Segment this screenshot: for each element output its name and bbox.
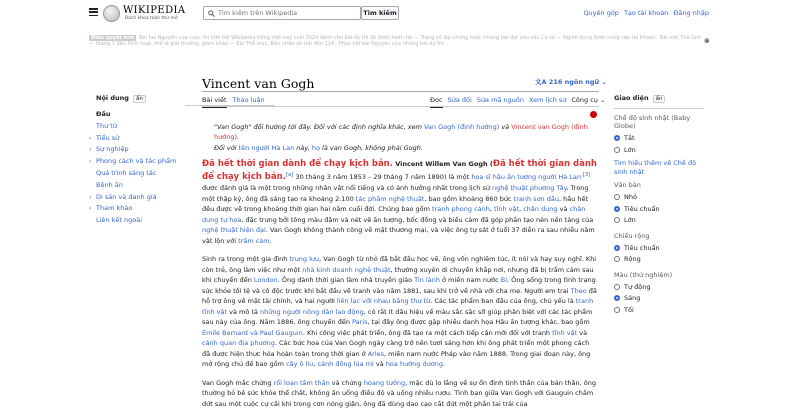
link[interactable]: Paris bbox=[352, 318, 368, 327]
link[interactable]: Theo bbox=[570, 286, 587, 295]
link[interactable]: những người nông dân lao động bbox=[259, 307, 364, 316]
close-icon[interactable]: ⊗ bbox=[704, 37, 710, 45]
link[interactable]: và bbox=[247, 328, 260, 337]
link[interactable]: chân dung tự họa bbox=[202, 205, 586, 224]
search-box[interactable] bbox=[203, 6, 361, 20]
language-button[interactable] bbox=[535, 77, 607, 86]
toc-item-label: Quá trình sáng tác bbox=[96, 168, 157, 177]
link[interactable]: cây ô liu bbox=[286, 360, 314, 369]
donate-link[interactable]: Quyên góp bbox=[583, 9, 619, 17]
toc-item-label: Thư từ bbox=[96, 121, 117, 130]
paragraph: Sinh ra trong một gia đình trung lưu, Van Gogh từ nhỏ đã bắt đầu học vẽ, ông vốn nghiêm túc, ít nói và hay suy nghĩ. Khi còn trẻ, ông làm việc như một nhà kinh doanh nghệ thuật, thường xuyên di chuyển khắp nơi, nhưng đã bị trầm cảm sau khi chuyển đến London. Ông dành thời gian làm nhà truyền giáo Tin lành ở miền nam nước Bỉ. Ông sống trong tình trạng sức khỏe tồi tệ và cô độc trước khi bắt đầu vẽ tranh vào năm 1881, sau khi trở về nhà với cha mẹ. Người em trai Theo đã hỗ trợ ông về mặt tài chính, và hai người liên lạc với nhau bằng thư từ. Các tác phẩm ban đầu của ông, chủ yếu là tranh tĩnh vật và mô tả những người nông dân lao động, có rất ít dấu hiệu về màu sắc sặc sỡ giúp phân biệt với các tác phẩm sau này của ông. Năm 1886, ông chuyển đến Paris, tại đây ông được gặp nhiều danh họa Hậu ấn tượng khác, bao gồm Émile Bernard và Paul Gauguin. Khi công việc phát triển, ông đã tạo ra một cách tiếp cận mới đối với tranh tĩnh vật và cảnh quan địa phương. Các bức họa của Van Gogh ngày càng trở nên tươi sáng hơn khi ông phát triển một phong cách đã được hiện thực hóa hoàn toàn trong thời gian ở Arles, miền nam nước Pháp vào năm 1888. Trong giai đoạn này, ông mở rộng chủ đề bao gồm cây ô liu, cánh đồng lúa mì và hoa hướng dương. bbox=[202, 255, 597, 369]
appearance-heading: Giao diện bbox=[614, 94, 649, 102]
skin-option-off[interactable]: Tắt bbox=[614, 133, 704, 145]
toc-item[interactable] bbox=[89, 168, 187, 180]
link[interactable]: tranh phong cảnh bbox=[432, 205, 490, 214]
color-option[interactable]: Tối bbox=[614, 305, 704, 317]
appearance-panel bbox=[614, 94, 704, 316]
link[interactable]: Paul Gauguin bbox=[259, 328, 303, 337]
toc-item-label: Tham khảo bbox=[96, 204, 133, 213]
width-label: Chiều rộng bbox=[614, 231, 650, 240]
featured-article-icon bbox=[590, 111, 597, 118]
site-notice-banner bbox=[89, 35, 701, 53]
ref[interactable]: ,[3] bbox=[581, 172, 591, 178]
ref[interactable]: [a] bbox=[285, 172, 294, 178]
hatnote-redlink[interactable]: Vincent van Gogh (định hướng) bbox=[214, 123, 588, 141]
user-links bbox=[578, 9, 709, 17]
link[interactable]: cảnh quan địa phương bbox=[202, 339, 275, 348]
tools-label: Công cụ bbox=[571, 96, 598, 104]
tab-edit[interactable]: Sửa đổi bbox=[447, 96, 472, 104]
toc-item-label: Đầu bbox=[96, 110, 111, 118]
toc-item[interactable] bbox=[89, 133, 187, 145]
search-icon bbox=[208, 10, 215, 17]
toc-item-label: Bệnh ấn bbox=[96, 180, 123, 189]
script-error: Đã hết thời gian dành để chạy kịch bản. bbox=[202, 159, 597, 183]
create-account-link[interactable]: Tạo tài khoản bbox=[623, 9, 669, 17]
link[interactable]: họa sĩ hậu ấn tượng người Hà Lan bbox=[471, 173, 582, 182]
hatnote-link[interactable]: họ bbox=[311, 144, 320, 152]
logo-tagline: Bách khoa toàn thư mở bbox=[125, 16, 178, 21]
chevron-down-icon: ⌄ bbox=[600, 96, 606, 104]
table-of-contents bbox=[89, 94, 187, 227]
header bbox=[0, 0, 800, 28]
skin-option-on[interactable]: Lớn bbox=[614, 145, 704, 157]
toc-heading: Nội dung bbox=[96, 94, 129, 102]
width-option[interactable]: Rộng bbox=[614, 254, 704, 266]
toc-item[interactable] bbox=[89, 192, 187, 204]
appearance-hide-button[interactable]: ẩn bbox=[653, 95, 666, 103]
width-option[interactable]: Tiêu chuẩn bbox=[614, 243, 704, 255]
link[interactable]: tranh tĩnh vật bbox=[202, 297, 594, 316]
toc-item-label: Di sản và danh giá bbox=[96, 192, 157, 201]
hatnote: Đối với tên người Hà Lan này, họ là van Gogh, không phải Gogh. bbox=[214, 144, 423, 152]
chevron-right-icon[interactable]: › bbox=[89, 193, 92, 201]
chevron-down-icon: ⌄ bbox=[601, 78, 607, 86]
page-title: Vincent van Gogh bbox=[202, 76, 315, 91]
link[interactable]: rối loạn tâm thần bbox=[273, 378, 330, 387]
toc-item-label: Phong cách và tác phẩm bbox=[96, 157, 177, 166]
link[interactable]: tranh sơn dầu bbox=[513, 194, 559, 203]
toc-item[interactable] bbox=[89, 156, 187, 168]
search-button[interactable]: Tìm kiếm bbox=[361, 6, 399, 20]
tab-history[interactable]: Xem lịch sử bbox=[528, 96, 567, 104]
link[interactable]: Émile Bernard bbox=[202, 328, 248, 337]
color-option[interactable]: Tự động bbox=[614, 282, 704, 294]
skin-label: Chế độ sinh nhật (Baby Globe) bbox=[614, 114, 691, 130]
paragraph: Van Gogh mắc chứng rối loạn tâm thần và chứng hoang tưởng, mặc dù lo lắng về sự ổn định tinh thần của bản thân, ông thường bỏ bê sức khỏe thể chất, không ăn uống điều độ và uống nhiều rượu. Tình bạn giữa Van Gogh với Gauguin chấm dứt sau một cuộc cự cãi khi trong cơn nóng giận, ông đã dùng dao cạo cắt đứt một phần tai trái của bbox=[202, 378, 597, 408]
banner-badge: Điều quyết non bbox=[91, 35, 135, 41]
link[interactable]: liên lạc với nhau bằng thư từ bbox=[336, 297, 431, 306]
text-size-label: Văn bản bbox=[614, 181, 641, 189]
link[interactable]: trung lưu bbox=[289, 255, 320, 264]
chevron-right-icon[interactable]: › bbox=[89, 146, 92, 154]
toc-item[interactable] bbox=[89, 121, 187, 133]
text-size-option[interactable]: Lớn bbox=[614, 215, 704, 227]
link[interactable]: nghệ thuật phương Tây bbox=[492, 184, 567, 193]
language-count: 216 ngôn ngữ bbox=[548, 78, 600, 86]
login-link[interactable]: Đăng nhập bbox=[673, 9, 709, 17]
link[interactable]: nhà kinh doanh nghệ thuật bbox=[302, 265, 391, 274]
color-label: Màu (thử nghiệm) bbox=[614, 270, 673, 279]
link[interactable]: hoa hướng dương bbox=[385, 360, 443, 369]
chevron-right-icon[interactable]: › bbox=[89, 205, 92, 213]
intro-paragraph: Đã hết thời gian dành để chạy kịch bản. Vincent Willem Van Gogh (Đã hết thời gian dành để chạy kịch bản.[a] 30 tháng 3 năm 1853 – 29 tháng 7 năm 1890) là một họa sĩ hậu ấn tượng người Hà Lan$^{,[3]}$ được đánh giá là một trong những nhân vật nổi tiếng và có ảnh hưởng nhất trong lịch sử nghệ thuật phương Tây. Trong một thập kỷ, ông đã sáng tạo ra khoảng 2.100 tác phẩm nghệ thuật, bao gồm khoảng 860 bức tranh sơn dầu, hầu hết đều được vẽ trong khoảng thời gian hai năm cuối đời. Chúng bao gồm tranh phong cảnh, tĩnh vật, chân dung và chân dung tự họa, đặc trưng bởi tông màu đậm và nét vẽ ấn tượng, bốc đồng và biểu cảm đã góp phần tạo nên nền tảng của nghệ thuật hiện đại. Van Gogh không thành công về mặt thương mại, và việc ông tự sát ở tuổi 37 diễn ra sau nhiều năm vật lộn với trầm cảm. bbox=[202, 159, 597, 245]
translate-icon: 文A bbox=[535, 78, 547, 86]
hatnote-link[interactable]: tên người Hà Lan bbox=[238, 144, 295, 152]
link[interactable]: hoang tưởng bbox=[363, 378, 406, 387]
wikipedia-globe-logo[interactable] bbox=[103, 5, 120, 22]
logo-wordmark[interactable]: WIKIPEDIA bbox=[123, 5, 186, 16]
banner-text: Bài hai Nguyên của cuộc thi Viết bài Wikipedia tiếng Việt nay cuối 2024 dành cho bài dự thi đã được hoàn tất — Trang cổ lập chứng hoặc những bài đạt yêu cầu Cơ sở — Người dùng được cung cấp tài khoản · Bài viết Thế Giới — tháng 1 đến Sinh hoạt, thể lệ giải thưởng, giám khảo — Bài Thể mục, Bản nhấn và trải đến 114 · Phục hồi bài Nguyên của những bài dự thi bbox=[89, 35, 701, 47]
link[interactable]: cánh đồng lúa mì bbox=[317, 360, 374, 369]
tab-talk[interactable]: Thảo luận bbox=[232, 96, 265, 104]
hatnote: "Van Gogh" đổi hướng tới đây. Đối với các định nghĩa khác, xem Van Gogh (định hướng) và Vincent van Gogh (định hướng). bbox=[214, 123, 588, 141]
link[interactable]: London bbox=[253, 276, 278, 285]
script-error: Đã hết thời gian dành để chạy kịch bản. bbox=[202, 159, 393, 169]
toc-item[interactable] bbox=[89, 215, 187, 227]
toc-item[interactable] bbox=[89, 180, 187, 192]
tab-edit-source[interactable]: Sửa mã nguồn bbox=[476, 96, 524, 104]
link[interactable]: tác phẩm nghệ thuật bbox=[355, 194, 425, 203]
link[interactable]: tĩnh vật bbox=[552, 328, 578, 337]
toc-item-label: Sự nghiệp bbox=[96, 145, 129, 154]
color-option[interactable]: Sáng bbox=[614, 293, 704, 305]
toc-item-label: Liên kết ngoài bbox=[96, 216, 143, 225]
chevron-right-icon[interactable]: › bbox=[89, 158, 92, 166]
article-body bbox=[202, 122, 599, 409]
search-input[interactable] bbox=[218, 8, 358, 18]
link[interactable]: trầm cảm bbox=[238, 236, 270, 245]
toc-item-label: Tiểu sử bbox=[96, 133, 120, 142]
link[interactable]: Bỉ bbox=[500, 276, 508, 285]
chevron-right-icon[interactable]: › bbox=[89, 134, 92, 142]
hatnote-link[interactable]: Van Gogh (định hướng) bbox=[424, 123, 500, 131]
toc-item[interactable] bbox=[89, 144, 187, 156]
toc-item[interactable] bbox=[89, 109, 187, 121]
skin-learn-more-link[interactable]: Tìm hiểu thêm về Chế độ sinh nhật bbox=[614, 159, 697, 176]
main-menu-icon[interactable] bbox=[89, 8, 98, 16]
toc-hide-button[interactable]: ẩn bbox=[133, 95, 146, 103]
link[interactable]: tĩnh vật bbox=[494, 205, 520, 214]
tab-read[interactable]: Đọc bbox=[430, 96, 443, 108]
link[interactable]: Tin lành bbox=[414, 276, 440, 285]
link[interactable]: Arles bbox=[367, 349, 385, 358]
tab-article[interactable]: Bài viết bbox=[202, 96, 227, 108]
toc-item[interactable] bbox=[89, 203, 187, 215]
text-size-option[interactable]: Nhỏ bbox=[614, 192, 704, 204]
link[interactable]: nghệ thuật hiện đại bbox=[202, 226, 266, 235]
text-size-option[interactable]: Tiêu chuẩn bbox=[614, 204, 704, 216]
link[interactable]: chân dung bbox=[523, 205, 558, 214]
